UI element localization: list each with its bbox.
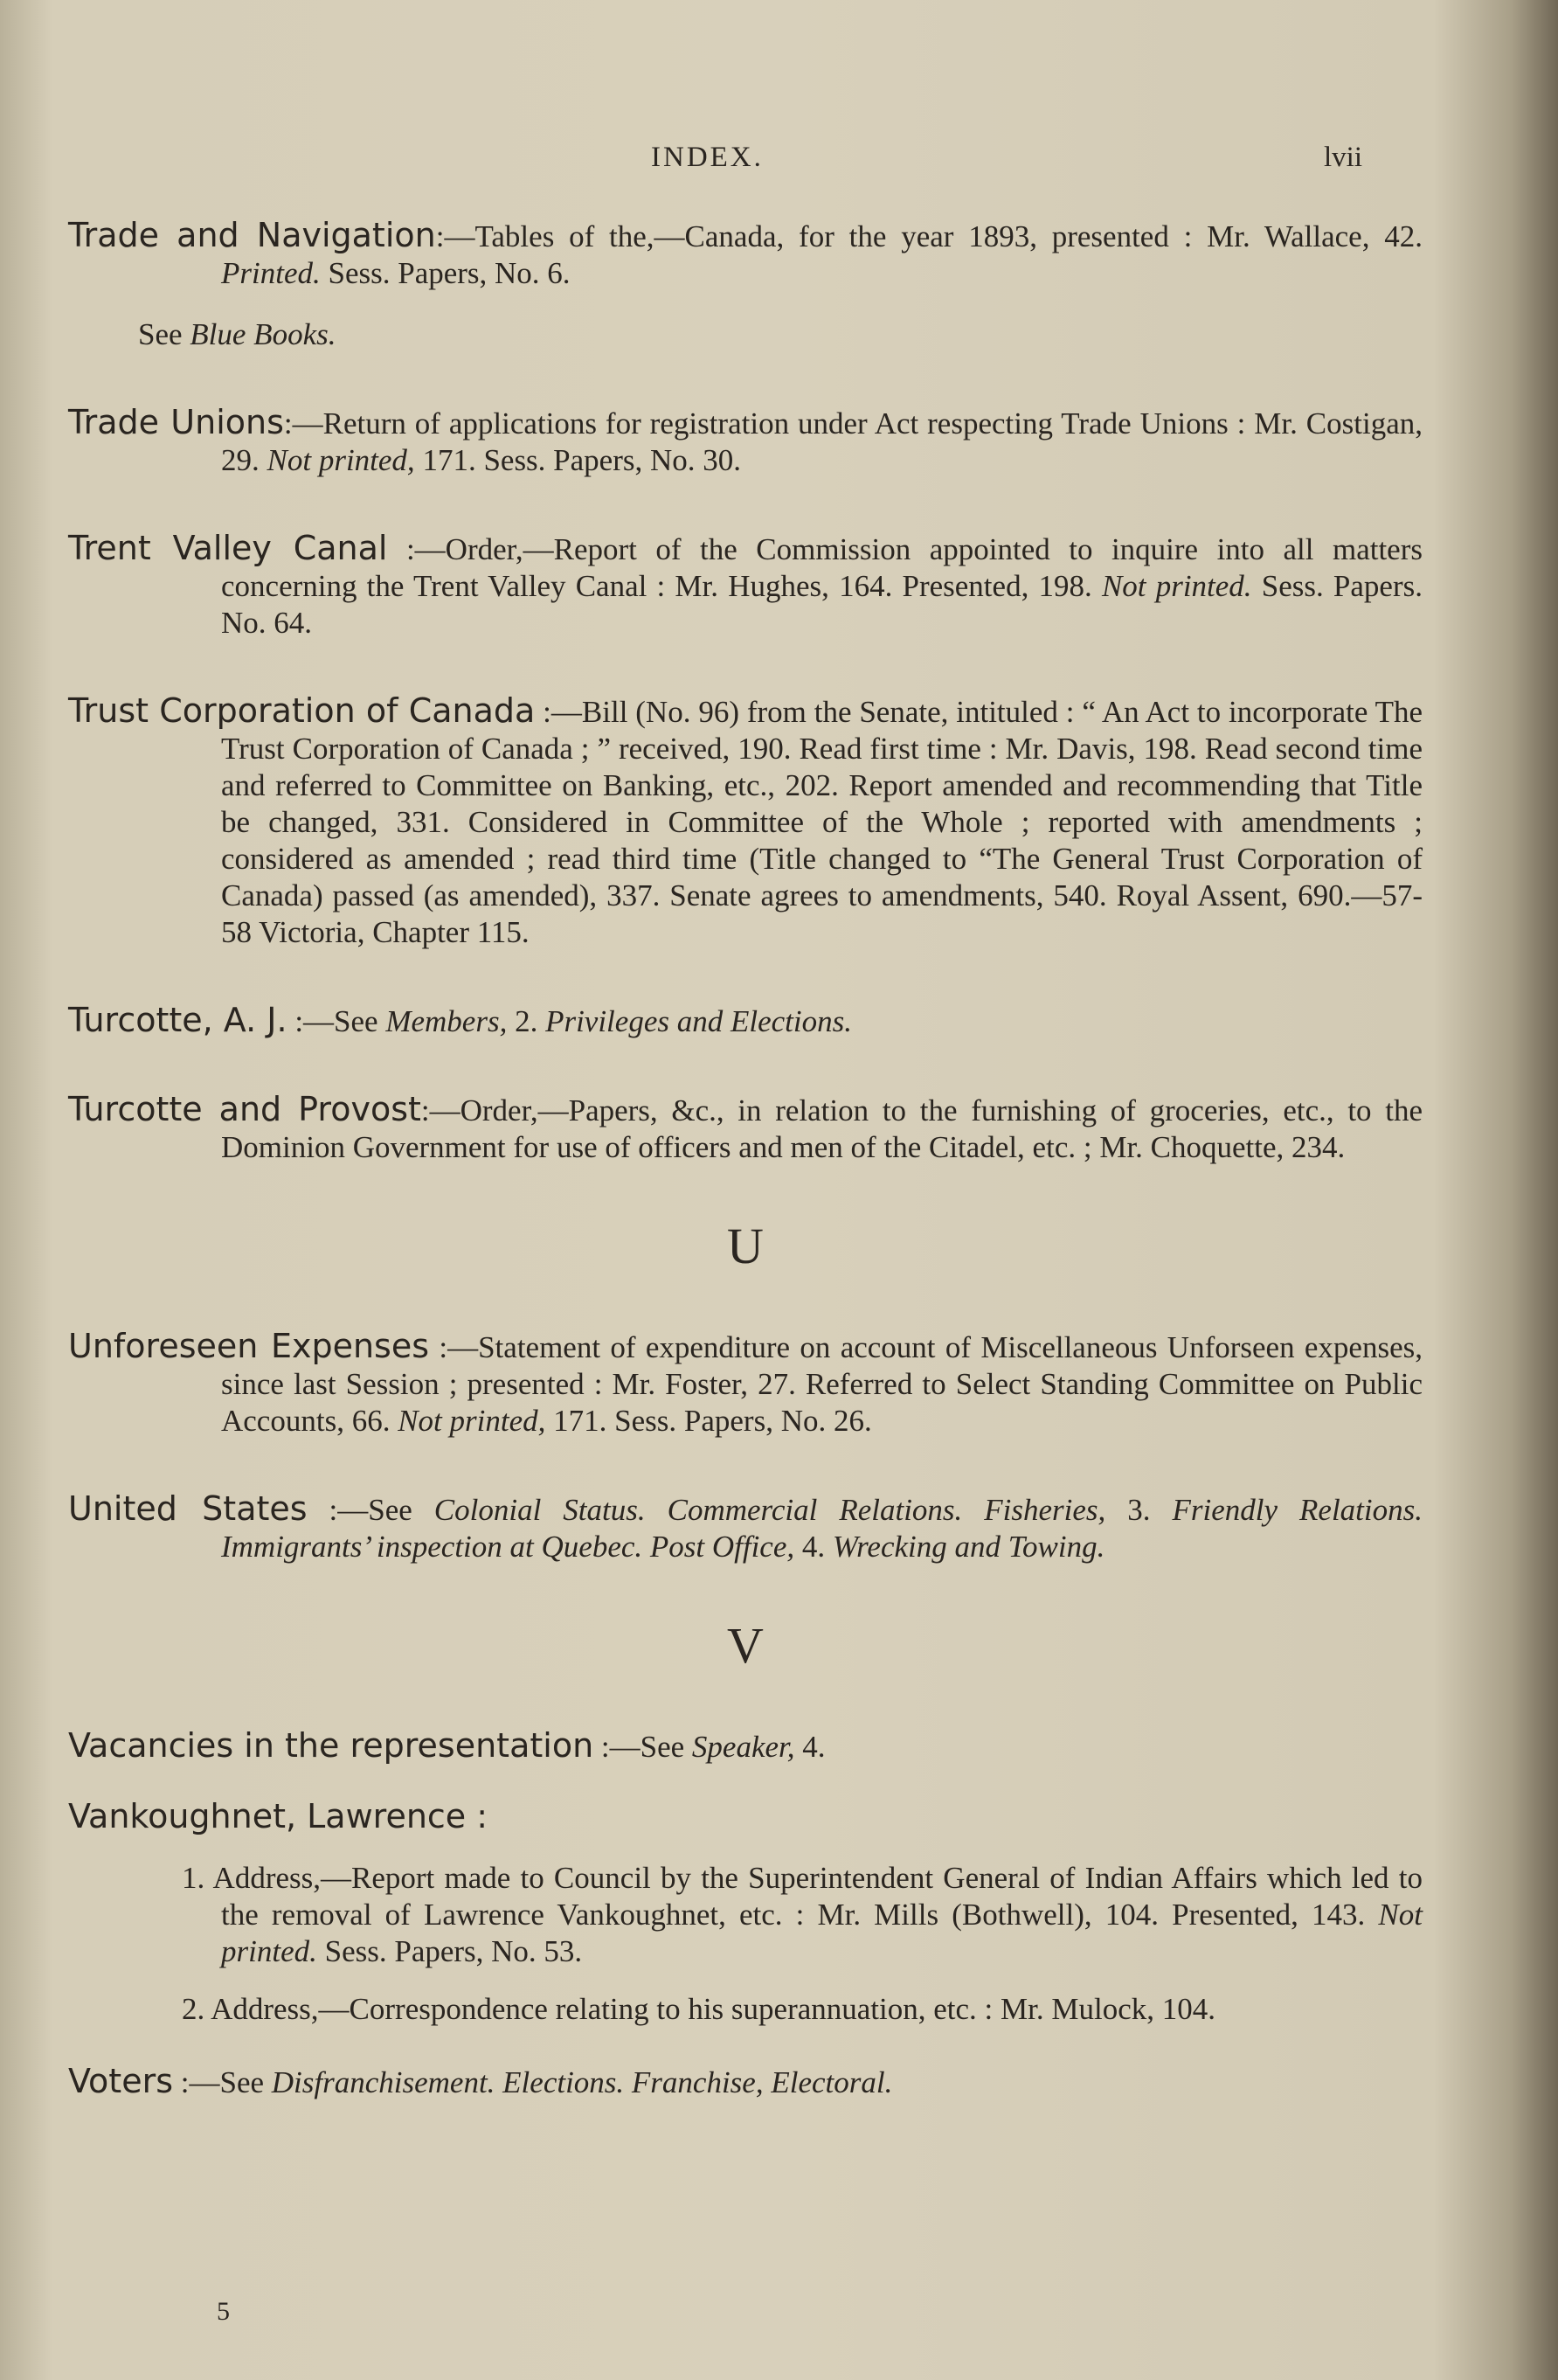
item-tail: Sess. Papers, No. 53. [316,1934,583,1968]
entry-trade-and-navigation [68,217,1423,292]
entry-text: :—Bill (No. 96) from the Senate, intituled : “ An Act to incorporate The Trust Corporation of Canada ; ” received, 190. Read first time : Mr. Davis, 198. Read second time and referred to Committee on Banking, etc., 202. Report amended and recommending that Title be changed, 331. Considered in Committee of the Whole ; reported with amendments ; considered as amended ; read third time (Title changed to “The General Trust Corporation of Canada) passed (as amended), 337. Senate agrees to amendments, 540. Royal Assent, 690.—57-58 Victoria, Chapter 115. [221,695,1423,949]
entry-italic-2: Friendly Relations. Immigrants’ inspection at Quebec. Post Office, [221,1493,1423,1564]
entry-tail: 2. [507,1004,546,1038]
vankoughnet-item-2 [68,1991,1423,2028]
entry-text: :—Return of applications for registration under Act respecting Trade Unions : Mr. Costigan, 29. [221,406,1423,477]
entry-vankoughnet-heading: Vankoughnet, Lawrence : [68,1797,488,1835]
entry-text: :—See [307,1493,434,1527]
entry-trent-valley-canal [68,530,1423,642]
entry-italic: Colonial Status. Commercial Relations. Fisheries, [433,1493,1106,1527]
signature-mark: 5 [217,2297,230,2326]
entry-united-states [68,1490,1423,1565]
vankoughnet-item-1 [68,1860,1423,1970]
entry-italic-3: Wrecking and Towing. [832,1530,1105,1564]
entry-heading: Vacancies in the representation [68,1726,594,1765]
entry-text: :—See [173,2065,272,2099]
entry-heading: Trust Corporation of Canada [68,691,536,730]
entry-heading: Trent Valley Canal [68,529,388,567]
entry-text: :—Order,—Report of the Commission appointed to inquire into all matters concerning the Trent Valley Canal : Mr. Hughes, 164. Presented, 198. [221,532,1423,603]
item-italic: Not printed. [221,1898,1423,1968]
entry-heading: Voters [68,2062,173,2100]
entry-tail: 171. Sess. Papers, No. 30. [414,443,742,477]
entry-unforeseen-expenses [68,1328,1423,1440]
section-letter-v: V [727,1617,764,1674]
entry-voters [68,2063,1423,2101]
index-content [68,217,1423,2152]
entry-italic: Not printed, [267,443,415,477]
entry-heading: Turcotte and Provost [68,1090,421,1128]
entry-italic: Members, [385,1004,508,1038]
entry-tail: Sess. Papers, No. 6. [320,256,571,290]
entry-trust-corporation [68,692,1423,951]
entry-heading: Trade Unions [68,403,284,441]
item-text: Address,—Correspondence relating to his superannuation, etc. : Mr. Mulock, 104. [211,1992,1215,2026]
entry-heading: Turcotte, A. J. [68,1001,287,1039]
entry-italic-2: Privileges and Elections. [545,1004,852,1038]
item-number: 1. [182,1861,213,1895]
entry-turcotte-provost [68,1091,1423,1166]
entry-tail: 4. [794,1730,826,1764]
entry-heading: Trade and Navigation [68,216,436,254]
entry-vacancies [68,1727,1423,1766]
see-blue-books [68,316,1423,353]
entry-italic: Speaker, [691,1730,795,1764]
page-header [0,142,1558,185]
entry-text: :—See [287,1004,386,1038]
entry-turcotte-aj [68,1002,1423,1040]
item-text: Address,—Report made to Council by the Superintendent General of Indian Affairs which led to the removal of Lawrence Vankoughnet, etc. : Mr. Mills (Bothwell), 104. Presented, 143. [212,1861,1423,1932]
see-prefix: See [138,317,190,351]
entry-trade-unions [68,404,1423,479]
entry-italic: Not printed, [398,1404,546,1438]
entry-tail: 171. Sess. Papers, No. 26. [545,1404,872,1438]
entry-italic: Printed. [221,256,321,290]
item-number: 2. [182,1992,211,2026]
page-number: lvii [1324,142,1363,173]
see-italic: Blue Books. [190,317,336,351]
entry-text: :—Tables of the,—Canada, for the year 1893, presented : Mr. Wallace, 42. [435,219,1423,253]
entry-tail: Sess. Papers. No. 64. [221,569,1423,640]
page-title: INDEX. [651,142,764,173]
entry-text: :—Statement of expenditure on account of Miscellaneous Unforseen expenses, since last Session ; presented : Mr. Foster, 27. Referred to Select Standing Committee on Public Accounts, 66. [221,1330,1423,1438]
entry-text: :—Order,—Papers, &c., in relation to the furnishing of groceries, etc., to the Dominion Government for use of officers and men of the Citadel, etc. ; Mr. Choquette, 234. [221,1093,1423,1164]
entry-italic: Disfranchisement. Elections. Franchise, Electoral. [271,2065,893,2099]
section-letter-u: U [727,1218,764,1274]
entry-tail: 3. [1105,1493,1173,1527]
entry-tail-2: 4. [794,1530,833,1564]
entry-heading: Unforeseen Expenses [68,1327,430,1365]
entry-text: :—See [593,1730,692,1764]
entry-heading: United States [68,1489,308,1528]
entry-italic: Not printed. [1101,569,1252,603]
